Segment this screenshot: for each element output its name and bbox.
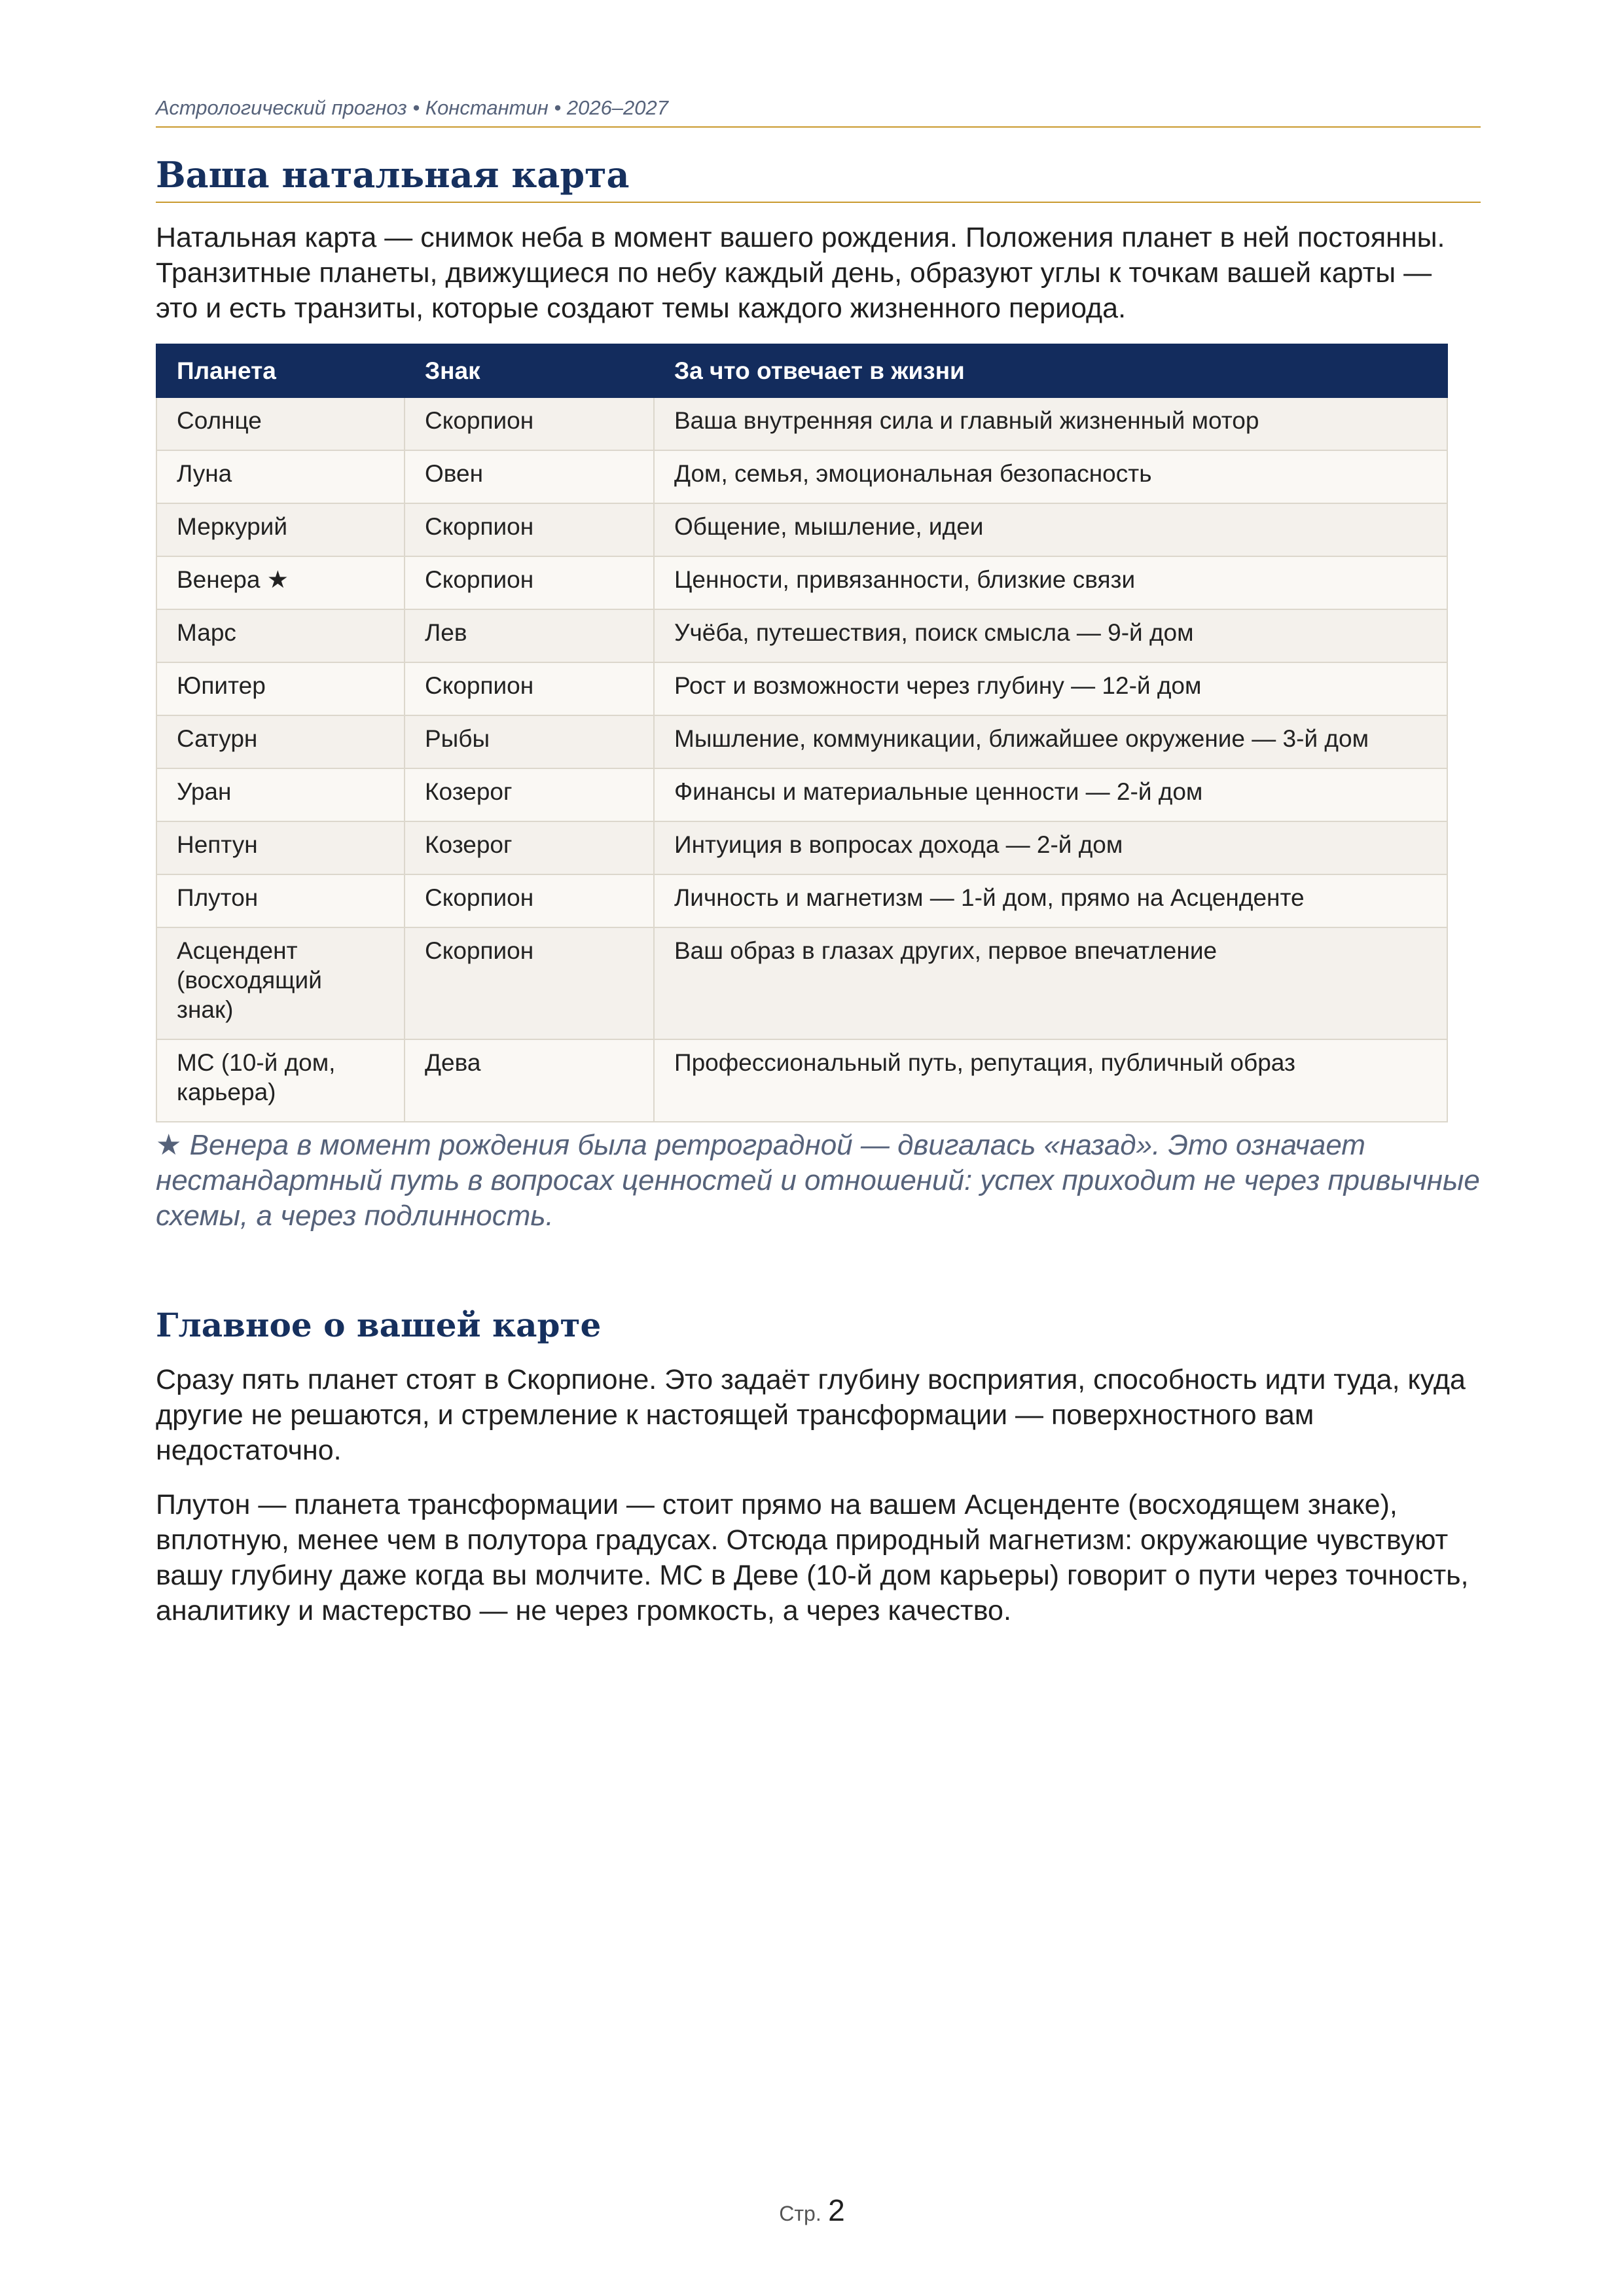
- table-row: [156, 874, 1447, 927]
- table-row: [156, 1039, 1447, 1122]
- page-number: [0, 2193, 1624, 2228]
- sign-cell: Овен: [405, 450, 654, 503]
- meaning-cell: Ценности, привязанности, близкие связи: [654, 556, 1447, 609]
- planet-cell: MC (10-й дом, карьера): [156, 1039, 405, 1122]
- table-row: [156, 715, 1447, 768]
- section-title: Ваша натальная карта: [156, 152, 1481, 203]
- column-header-meaning: За что отвечает в жизни: [654, 344, 1447, 397]
- sign-cell: Скорпион: [405, 662, 654, 715]
- planet-cell: Меркурий: [156, 503, 405, 556]
- sign-cell: Скорпион: [405, 556, 654, 609]
- sign-cell: Скорпион: [405, 874, 654, 927]
- planet-cell: Сатурн: [156, 715, 405, 768]
- meaning-cell: Рост и возможности через глубину — 12-й дом: [654, 662, 1447, 715]
- table-row: [156, 768, 1447, 821]
- table-body: [156, 397, 1447, 1122]
- natal-chart-table: [156, 344, 1448, 1122]
- table-row: [156, 556, 1447, 609]
- meaning-cell: Личность и магнетизм — 1-й дом, прямо на Асценденте: [654, 874, 1447, 927]
- table-row: [156, 927, 1447, 1039]
- column-header-planet: Планета: [156, 344, 405, 397]
- planet-cell: Нептун: [156, 821, 405, 874]
- summary-paragraph: Сразу пять планет стоят в Скорпионе. Это задаёт глубину восприятия, способность идти туда, куда другие не решаются, и стремление к настоящей трансформации — поверхностного вам недостаточно.: [156, 1364, 1466, 1466]
- retrograde-footnote: ★ Венера в момент рождения была ретроградной — двигалась «назад». Это означает нестандартный путь в вопросах ценностей и отношений: успех приходит не через привычные схемы, а через подлинность.: [156, 1129, 1480, 1232]
- planet-cell: Юпитер: [156, 662, 405, 715]
- sign-cell: Лев: [405, 609, 654, 662]
- meaning-cell: Учёба, путешествия, поиск смысла — 9-й дом: [654, 609, 1447, 662]
- column-header-sign: Знак: [405, 344, 654, 397]
- sign-cell: Скорпион: [405, 927, 654, 1039]
- table-row: [156, 397, 1447, 450]
- table-row: [156, 609, 1447, 662]
- table-row: [156, 662, 1447, 715]
- meaning-cell: Интуиция в вопросах дохода — 2-й дом: [654, 821, 1447, 874]
- meaning-cell: Ваш образ в глазах других, первое впечатление: [654, 927, 1447, 1039]
- sign-cell: Скорпион: [405, 397, 654, 450]
- planet-cell: Венера ★: [156, 556, 405, 609]
- planet-cell: Уран: [156, 768, 405, 821]
- meaning-cell: Финансы и материальные ценности — 2-й дом: [654, 768, 1447, 821]
- planet-cell: Марс: [156, 609, 405, 662]
- summary-title: Главное о вашей карте: [156, 1306, 602, 1344]
- table-header-row: [156, 344, 1447, 397]
- sign-cell: Скорпион: [405, 503, 654, 556]
- meaning-cell: Дом, семья, эмоциональная безопасность: [654, 450, 1447, 503]
- planet-cell: Солнце: [156, 397, 405, 450]
- planet-cell: Асцендент (восходящий знак): [156, 927, 405, 1039]
- table-row: [156, 450, 1447, 503]
- summary-paragraph: Плутон — планета трансформации — стоит прямо на вашем Асценденте (восходящем знаке), вплотную, менее чем в полутора градусах. Отсюда природный магнетизм: окружающие чувствуют вашу глубину даже когда вы молчите. MC в Деве (10-й дом карьеры) говорит о пути через точность, аналитику и мастерство — не через громкость, а через качество.: [156, 1489, 1469, 1626]
- sign-cell: Козерог: [405, 768, 654, 821]
- page-number-value: 2: [828, 2193, 845, 2227]
- planet-cell: Плутон: [156, 874, 405, 927]
- meaning-cell: Профессиональный путь, репутация, публичный образ: [654, 1039, 1447, 1122]
- sign-cell: Дева: [405, 1039, 654, 1122]
- sign-cell: Рыбы: [405, 715, 654, 768]
- planet-cell: Луна: [156, 450, 405, 503]
- intro-paragraph: Натальная карта — снимок неба в момент вашего рождения. Положения планет в ней постоянны. Транзитные планеты, движущиеся по небу каждый день, образуют углы к точкам вашей карты — это и есть транзиты, которые создают темы каждого жизненного периода.: [156, 222, 1445, 324]
- running-header: Астрологический прогноз • Константин • 2026–2027: [156, 96, 1481, 128]
- meaning-cell: Ваша внутренняя сила и главный жизненный мотор: [654, 397, 1447, 450]
- table-row: [156, 503, 1447, 556]
- sign-cell: Козерог: [405, 821, 654, 874]
- meaning-cell: Общение, мышление, идеи: [654, 503, 1447, 556]
- table-row: [156, 821, 1447, 874]
- page-label: Стр.: [779, 2202, 821, 2225]
- meaning-cell: Мышление, коммуникации, ближайшее окружение — 3-й дом: [654, 715, 1447, 768]
